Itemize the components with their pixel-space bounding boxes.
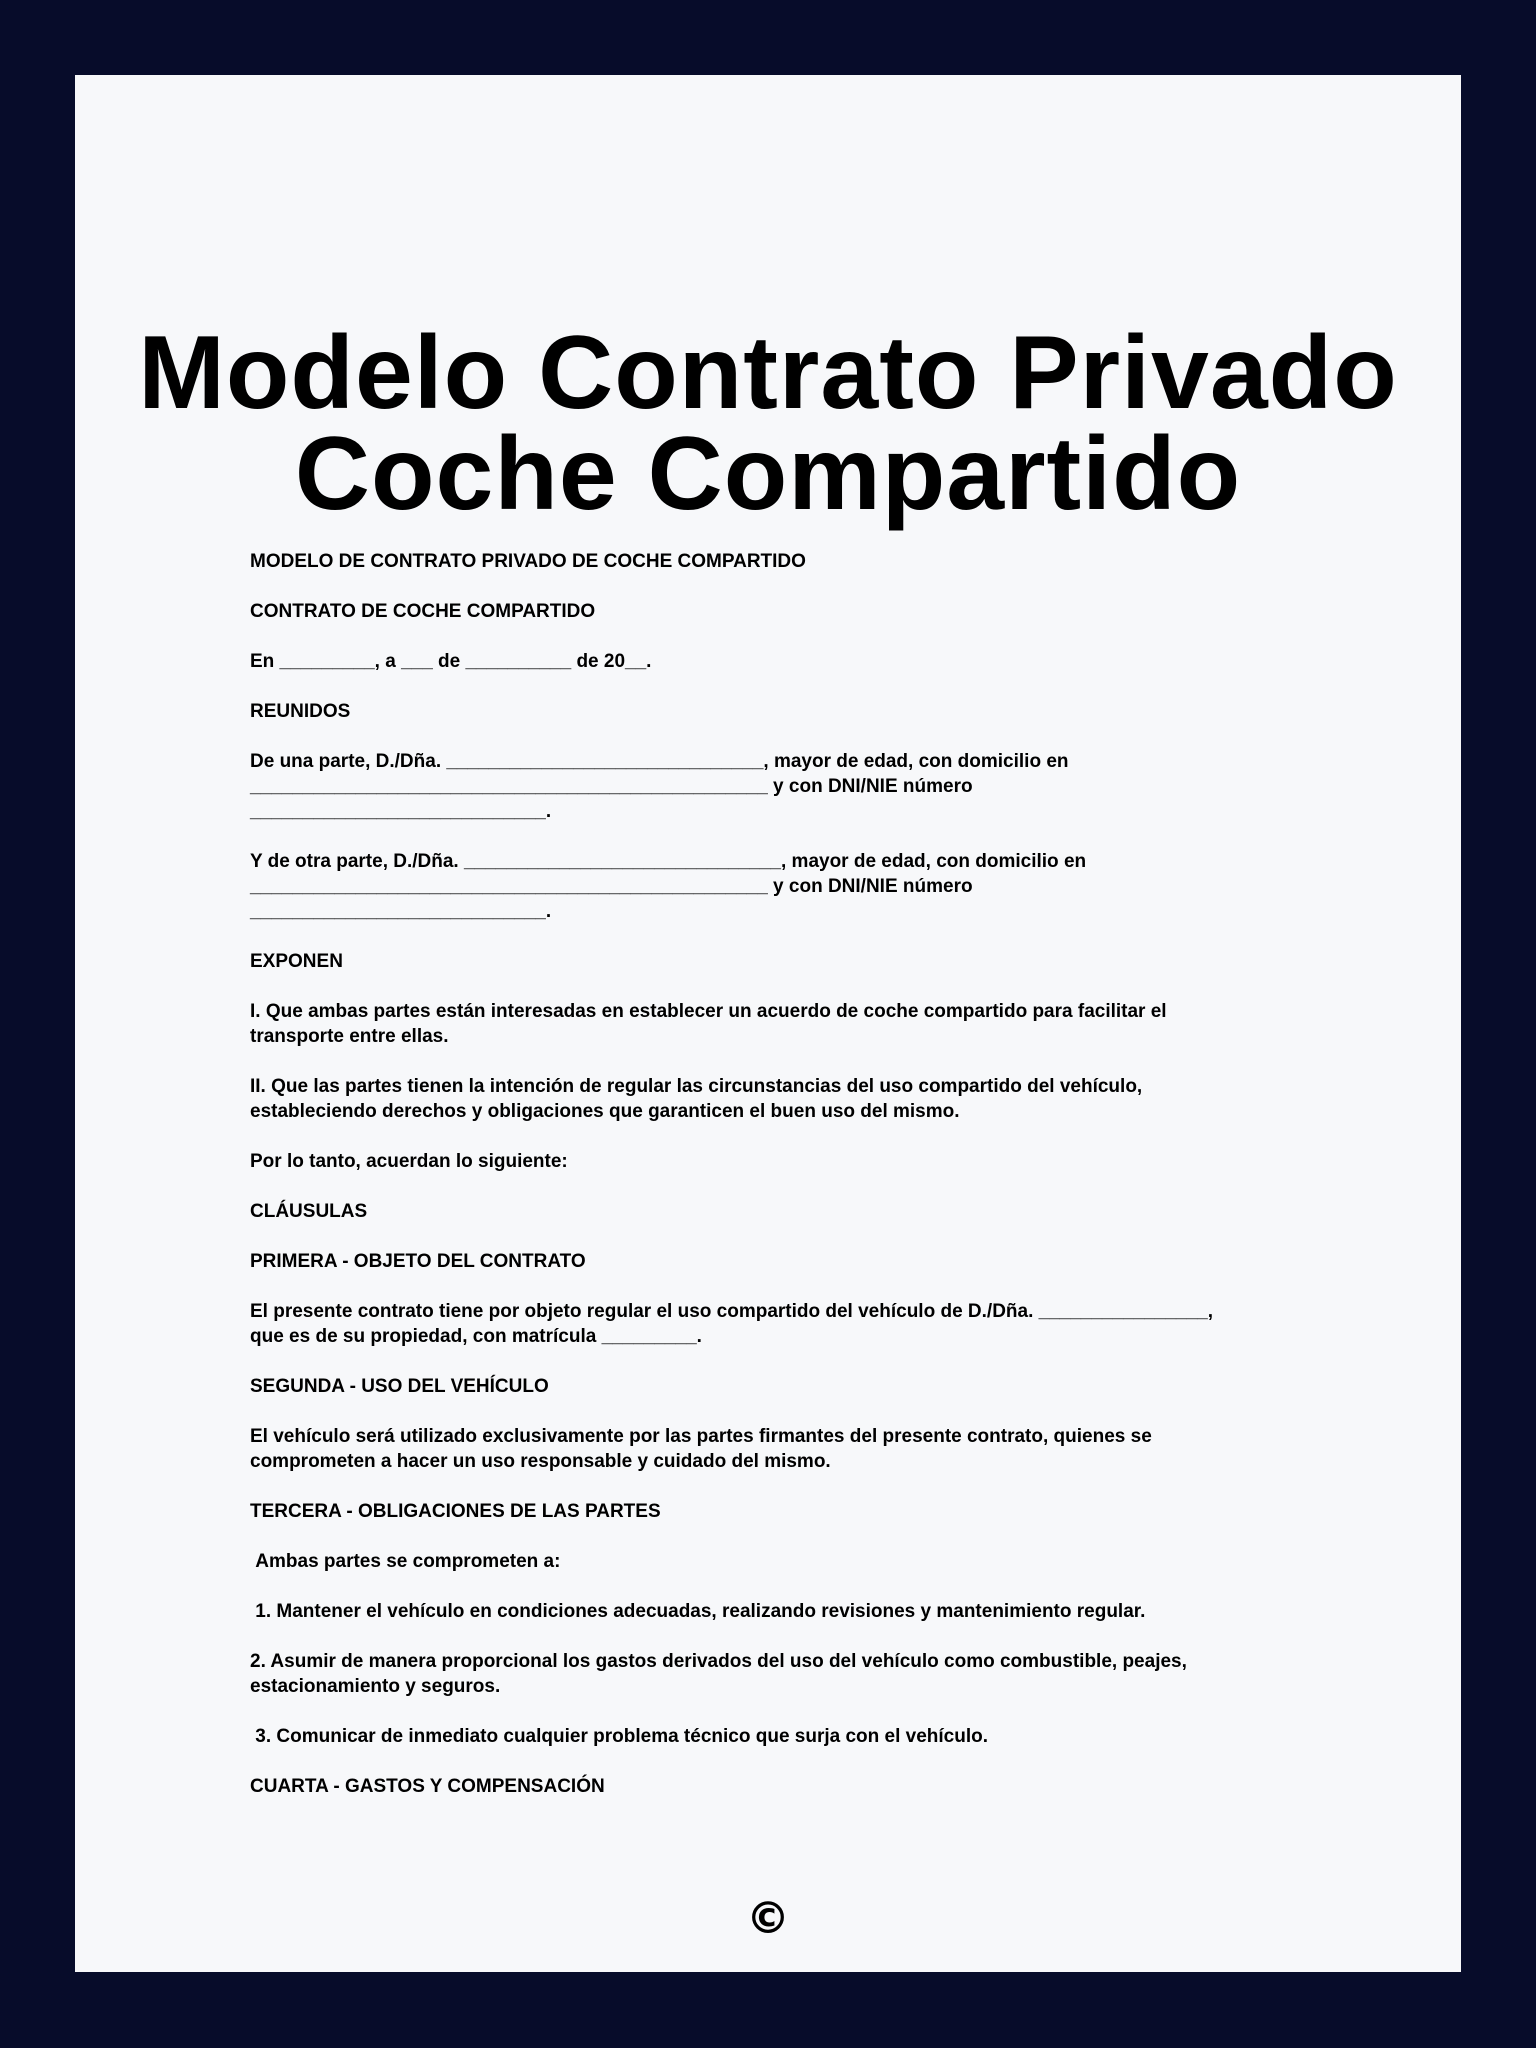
title-line-1: Modelo Contrato Privado <box>138 315 1398 431</box>
clause-three-heading: TERCERA - OBLIGACIONES DE LAS PARTES <box>250 1501 661 1522</box>
party-one-paragraph: De una parte, D./Dña. ______________________________, mayor de edad, con domicilio en _________________________________________________ y con DNI/NIE número ____________________________. <box>250 751 1069 822</box>
heading-reunidos: REUNIDOS <box>250 701 351 722</box>
place-date-line: En _________, a ___ de __________ de 20__. <box>250 651 652 672</box>
obligation-one: 1. Mantener el vehículo en condiciones adecuadas, realizando revisiones y mantenimiento regular. <box>250 1601 1146 1622</box>
document-page <box>75 75 1461 1972</box>
clause-two-heading: SEGUNDA - USO DEL VEHÍCULO <box>250 1376 549 1397</box>
clause-two-text: El vehículo será utilizado exclusivamente por las partes firmantes del presente contrato, quienes se comprometen a hacer un uso responsable y cuidado del mismo. <box>250 1426 1152 1472</box>
obligation-three: 3. Comunicar de inmediato cualquier problema técnico que surja con el vehículo. <box>250 1726 989 1747</box>
agreement-intro: Por lo tanto, acuerdan lo siguiente: <box>250 1151 568 1172</box>
heading-clausulas: CLÁUSULAS <box>250 1201 368 1222</box>
statement-one: I. Que ambas partes están interesadas en establecer un acuerdo de coche compartido para facilitar el transporte entre ellas. <box>250 1001 1167 1047</box>
statement-two: II. Que las partes tienen la intención de regular las circunstancias del uso compartido del vehículo, estableciendo derechos y obligaciones que garanticen el buen uso del mismo. <box>250 1076 1143 1122</box>
clause-three-intro: Ambas partes se comprometen a: <box>250 1551 561 1572</box>
obligation-two: 2. Asumir de manera proporcional los gastos derivados del uso del vehículo como combustible, peajes, estacionamiento y seguros. <box>250 1651 1187 1697</box>
party-two-paragraph: Y de otra parte, D./Dña. ______________________________, mayor de edad, con domicilio en _________________________________________________ y con DNI/NIE número ____________________________. <box>250 851 1087 922</box>
clause-four-heading: CUARTA - GASTOS Y COMPENSACIÓN <box>250 1776 605 1797</box>
copyright-icon: © <box>746 1893 790 1944</box>
title-line-2: Coche Compartido <box>294 416 1242 532</box>
heading-model: MODELO DE CONTRATO PRIVADO DE COCHE COMPARTIDO <box>250 551 806 572</box>
document-title <box>75 315 1461 532</box>
document-body <box>250 549 1360 1824</box>
clause-one-text: El presente contrato tiene por objeto regular el uso compartido del vehículo de D./Dña. ________________, que es de su propiedad, con matrícula _________. <box>250 1301 1213 1347</box>
heading-contract: CONTRATO DE COCHE COMPARTIDO <box>250 601 596 622</box>
heading-exponen: EXPONEN <box>250 951 343 972</box>
clause-one-heading: PRIMERA - OBJETO DEL CONTRATO <box>250 1251 586 1272</box>
